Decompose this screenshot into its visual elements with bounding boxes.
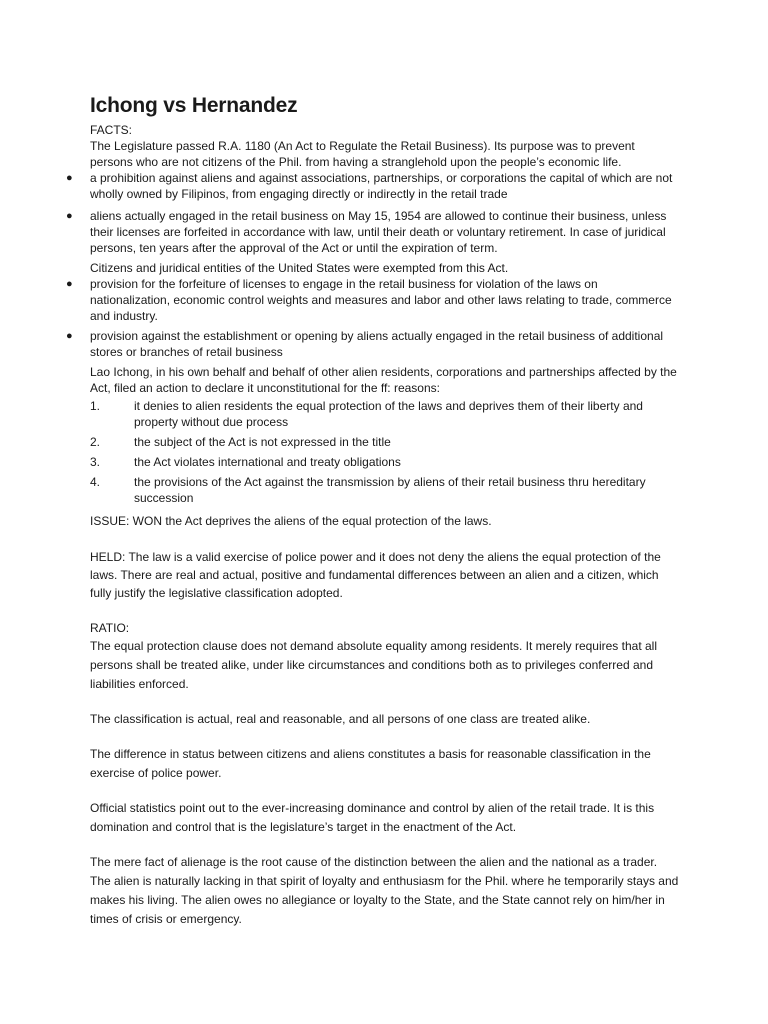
document-title: Ichong vs Hernandez	[90, 94, 298, 117]
numbered-item	[90, 434, 680, 450]
bullet-icon: ●	[66, 172, 73, 184]
list-item	[66, 328, 680, 360]
bullet-icon: ●	[66, 210, 73, 222]
list-item	[66, 276, 680, 324]
item-text: the provisions of the Act against the transmission by aliens of their retail business thru hereditary succession	[134, 475, 646, 505]
ratio-label: RATIO:	[90, 621, 130, 635]
item-number: 1.	[90, 399, 101, 413]
facts-intro: The Legislature passed R.A. 1180 (An Act to Regulate the Retail Business). Its purpose was to prevent persons who are not citizens of the Phil. from having a stranglehold upon the people’s economic life.	[90, 139, 635, 169]
ratio-paragraph: The equal protection clause does not demand absolute equality among residents. It merely requires that all persons shall be treated alike, under like circumstances and conditions both as to privileges conferred and liabilities enforced.	[90, 639, 657, 691]
list-item	[66, 170, 680, 202]
bullet-text: aliens actually engaged in the retail business on May 15, 1954 are allowed to continue their business, unless their licenses are forfeited in accordance with law, until their death or voluntary retirement. In case of juridical persons, ten years after the approval of the Act or until the expiration of term.	[90, 209, 667, 255]
item-text: the Act violates international and treaty obligations	[134, 455, 401, 469]
held-paragraph: HELD: The law is a valid exercise of police power and it does not deny the aliens the equal protection of the laws. There are real and actual, positive and fundamental differences between an alien and a citizen, which fully justify the legislative classification adopted.	[90, 550, 661, 600]
item-text: the subject of the Act is not expressed in the title	[134, 435, 391, 449]
issue-paragraph: ISSUE: WON the Act deprives the aliens of the equal protection of the laws.	[90, 514, 492, 528]
item-text: it denies to alien residents the equal protection of the laws and deprives them of their liberty and property without due process	[134, 399, 643, 429]
document-body	[66, 94, 680, 929]
numbered-item	[90, 454, 680, 470]
facts-label: FACTS:	[90, 123, 133, 137]
item-number: 2.	[90, 435, 101, 449]
ratio-paragraph: The mere fact of alienage is the root cause of the distinction between the alien and the national as a trader. The alien is naturally lacking in that spirit of loyalty and enthusiasm for the Phil. where he temporarily stays and makes his living. The alien owes no allegiance or loyalty to the State, and the State cannot rely on him/her in times of crisis or emergency.	[90, 855, 679, 926]
numbered-item	[90, 474, 680, 506]
bullet-icon: ●	[66, 330, 73, 342]
ratio-paragraph: The difference in status between citizens and aliens constitutes a basis for reasonable classification in the exercise of police power.	[90, 747, 651, 780]
ratio-paragraph: The classification is actual, real and reasonable, and all persons of one class are treated alike.	[90, 712, 591, 726]
bullet-text: a prohibition against aliens and against associations, partnerships, or corporations the capital of which are not wholly owned by Filipinos, from engaging directly or indirectly in the retail trade	[90, 171, 673, 201]
numbered-item	[90, 398, 680, 430]
ratio-paragraph: Official statistics point out to the ever-increasing dominance and control by alien of the retail trade. It is this domination and control that is the legislature’s target in the enactment of the Act.	[90, 801, 655, 834]
bullet-text: provision for the forfeiture of licenses to engage in the retail business for violation of the laws on nationalization, economic control weights and measures and labor and other laws relating to trade, commerce and industry.	[90, 277, 672, 323]
item-number: 3.	[90, 455, 101, 469]
bullet-icon: ●	[66, 278, 73, 290]
list-item	[66, 208, 680, 256]
bullet-text: provision against the establishment or opening by aliens actually engaged in the retail business of additional stores or branches of retail business	[90, 329, 664, 359]
us-exemption-paragraph: Citizens and juridical entities of the United States were exempted from this Act.	[90, 261, 509, 275]
item-number: 4.	[90, 475, 101, 489]
lao-ichong-paragraph: Lao Ichong, in his own behalf and behalf of other alien residents, corporations and partnerships affected by the Act, filed an action to declare it unconstitutional for the ff: reasons:	[90, 365, 677, 395]
